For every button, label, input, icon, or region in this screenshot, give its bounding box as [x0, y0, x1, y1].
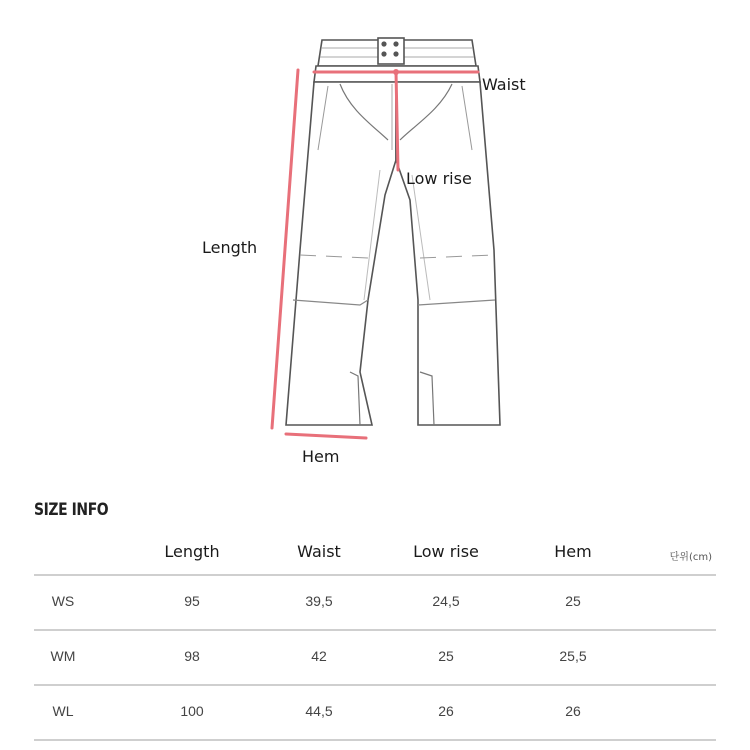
size-cell: WS	[51, 593, 75, 609]
length-cell: 100	[180, 703, 204, 719]
low-rise-cell: 25	[438, 648, 454, 664]
low-rise-cell: 26	[438, 703, 454, 719]
low-rise-label: Low rise	[406, 169, 472, 188]
length-cell: 95	[184, 593, 200, 609]
size-cell: WL	[52, 703, 74, 719]
waist-cell: 39,5	[305, 593, 333, 609]
hem-cell: 25,5	[559, 648, 587, 664]
hem-label: Hem	[302, 447, 340, 466]
size-info-title: SIZE INFO	[34, 500, 109, 520]
table-row	[34, 629, 716, 684]
waist-cell: 44,5	[305, 703, 333, 719]
waist-label: Waist	[482, 75, 526, 94]
size-table	[34, 534, 716, 741]
header-hem: Hem	[554, 542, 592, 561]
size-cell: WM	[50, 648, 76, 664]
header-waist: Waist	[297, 542, 341, 561]
unit-label: 단위(cm)	[669, 552, 712, 563]
hem-cell: 26	[565, 703, 581, 719]
low-rise-cell: 24,5	[432, 593, 460, 609]
table-header	[34, 534, 716, 574]
length-label: Length	[202, 238, 258, 257]
header-length: Length	[164, 542, 220, 561]
length-cell: 98	[184, 648, 200, 664]
hem-cell: 25	[565, 593, 581, 609]
table-row	[34, 684, 716, 741]
waist-cell: 42	[311, 648, 327, 664]
table-row	[34, 574, 716, 629]
header-low-rise: Low rise	[413, 542, 479, 561]
